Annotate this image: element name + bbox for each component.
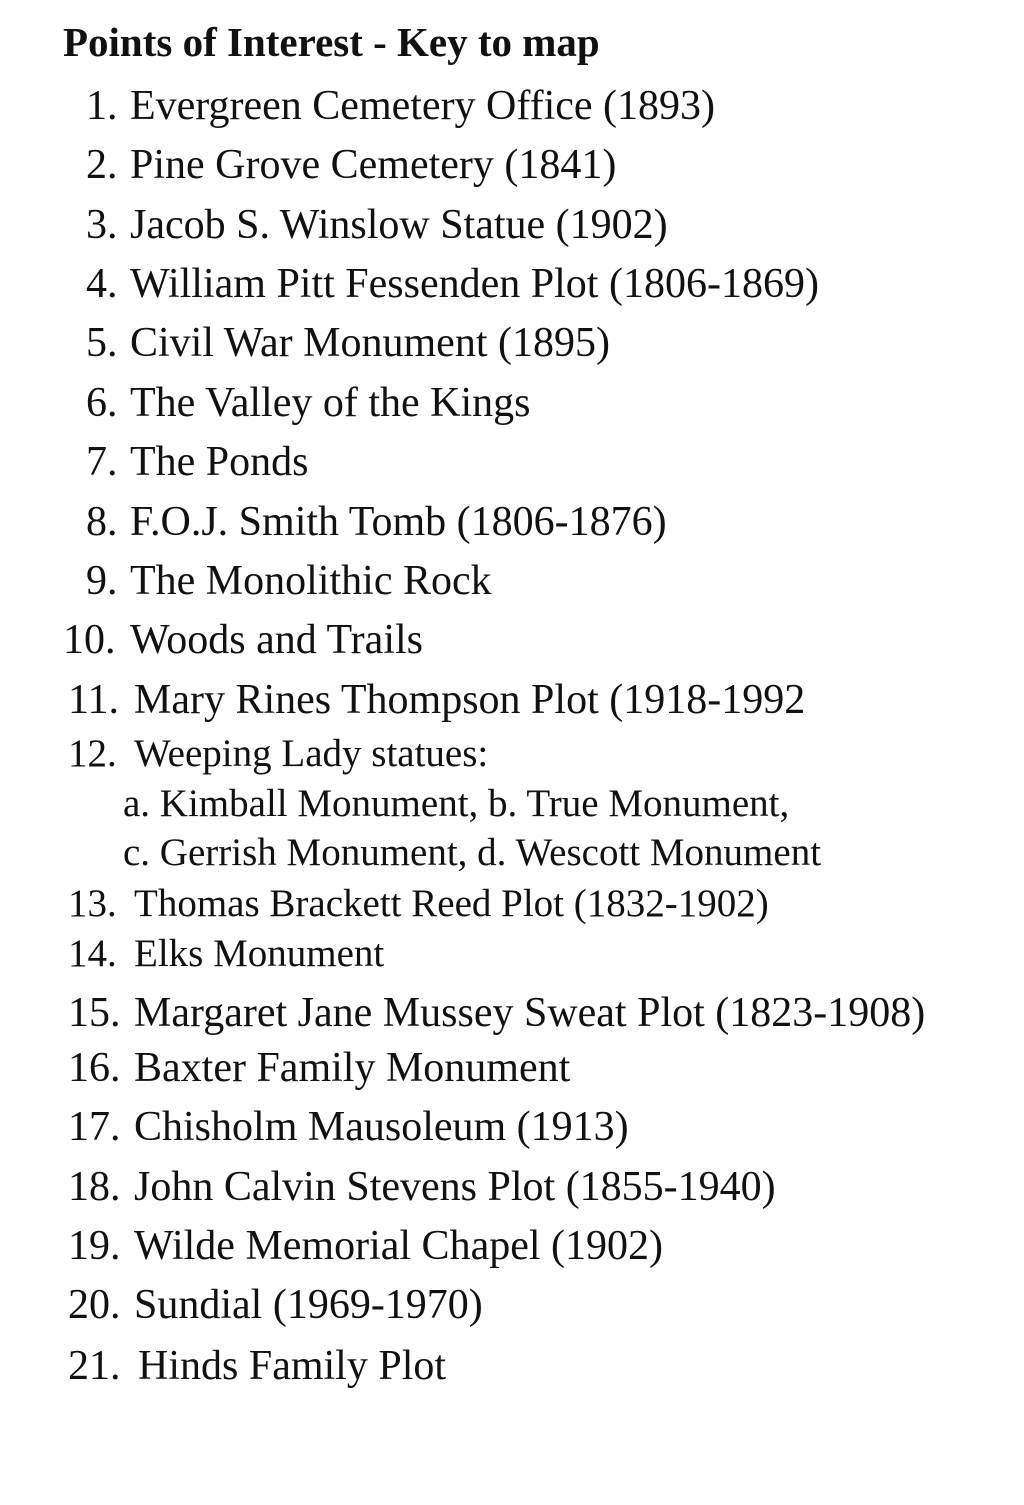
list-item [86, 142, 616, 188]
item-text: Evergreen Cemetery Office (1893) [130, 83, 716, 129]
list-item [68, 1045, 570, 1091]
item-subtext: c. Gerrish Monument, d. Wescott Monument [123, 831, 822, 874]
list-item-subline [123, 783, 789, 826]
item-number: 8. [86, 499, 118, 545]
item-number: 11. [68, 677, 119, 723]
item-number: 17. [68, 1104, 121, 1150]
item-text: Margaret Jane Mussey Sweat Plot (1823-1908) [134, 990, 926, 1036]
list-item [86, 439, 309, 485]
item-text: Chisholm Mausoleum (1913) [134, 1104, 629, 1150]
item-number: 19. [68, 1223, 121, 1269]
item-number: 6. [86, 380, 118, 426]
list-item [68, 883, 769, 926]
item-number: 1. [86, 83, 118, 129]
item-text: Weeping Lady statues: [134, 732, 489, 775]
item-text: Mary Rines Thompson Plot (1918-1992 [134, 677, 806, 723]
list-item [68, 733, 488, 776]
item-number: 18. [68, 1164, 121, 1210]
item-text: William Pitt Fessenden Plot (1806-1869) [130, 261, 819, 307]
list-item [68, 1104, 629, 1150]
list-item [68, 677, 805, 723]
item-text: Woods and Trails [130, 617, 423, 663]
item-number: 4. [86, 261, 118, 307]
item-text: Baxter Family Monument [134, 1045, 571, 1091]
item-text: John Calvin Stevens Plot (1855-1940) [134, 1164, 776, 1210]
list-item [63, 617, 423, 663]
item-text: Thomas Brackett Reed Plot (1832-1902) [134, 882, 769, 925]
item-number: 10. [63, 617, 116, 663]
item-text: Jacob S. Winslow Statue (1902) [130, 202, 668, 248]
item-text: The Ponds [130, 439, 309, 485]
list-item [86, 320, 610, 366]
item-number: 2. [86, 142, 118, 188]
item-number: 9. [86, 558, 118, 604]
list-item [68, 933, 384, 976]
item-text: The Valley of the Kings [130, 380, 531, 426]
list-item [68, 1282, 483, 1328]
item-text: F.O.J. Smith Tomb (1806-1876) [130, 499, 667, 545]
item-number: 16. [68, 1045, 121, 1091]
page-title: Points of Interest - Key to map [63, 19, 600, 65]
list-item [86, 558, 492, 604]
item-number: 3. [86, 202, 118, 248]
item-number: 13. [68, 882, 117, 925]
item-subtext: a. Kimball Monument, b. True Monument, [123, 782, 790, 825]
item-number: 5. [86, 320, 118, 366]
item-text: Pine Grove Cemetery (1841) [130, 142, 617, 188]
list-item [68, 990, 925, 1036]
list-item [86, 499, 667, 545]
item-text: The Monolithic Rock [130, 558, 492, 604]
list-item [86, 380, 530, 426]
list-item [86, 202, 668, 248]
item-number: 7. [86, 439, 118, 485]
item-text: Civil War Monument (1895) [130, 320, 610, 366]
item-text: Wilde Memorial Chapel (1902) [134, 1223, 663, 1269]
item-number: 21. [68, 1343, 121, 1389]
item-text: Sundial (1969-1970) [134, 1282, 483, 1328]
item-number: 12. [68, 732, 117, 775]
list-item [68, 1343, 446, 1389]
list-item [68, 1223, 663, 1269]
item-text: Hinds Family Plot [138, 1343, 447, 1389]
list-item [86, 83, 715, 129]
list-item [86, 261, 819, 307]
item-number: 15. [68, 990, 121, 1036]
item-number: 14. [68, 932, 117, 975]
item-number: 20. [68, 1282, 121, 1328]
list-item [68, 1164, 776, 1210]
item-text: Elks Monument [134, 932, 385, 975]
list-item-subline [123, 832, 821, 875]
